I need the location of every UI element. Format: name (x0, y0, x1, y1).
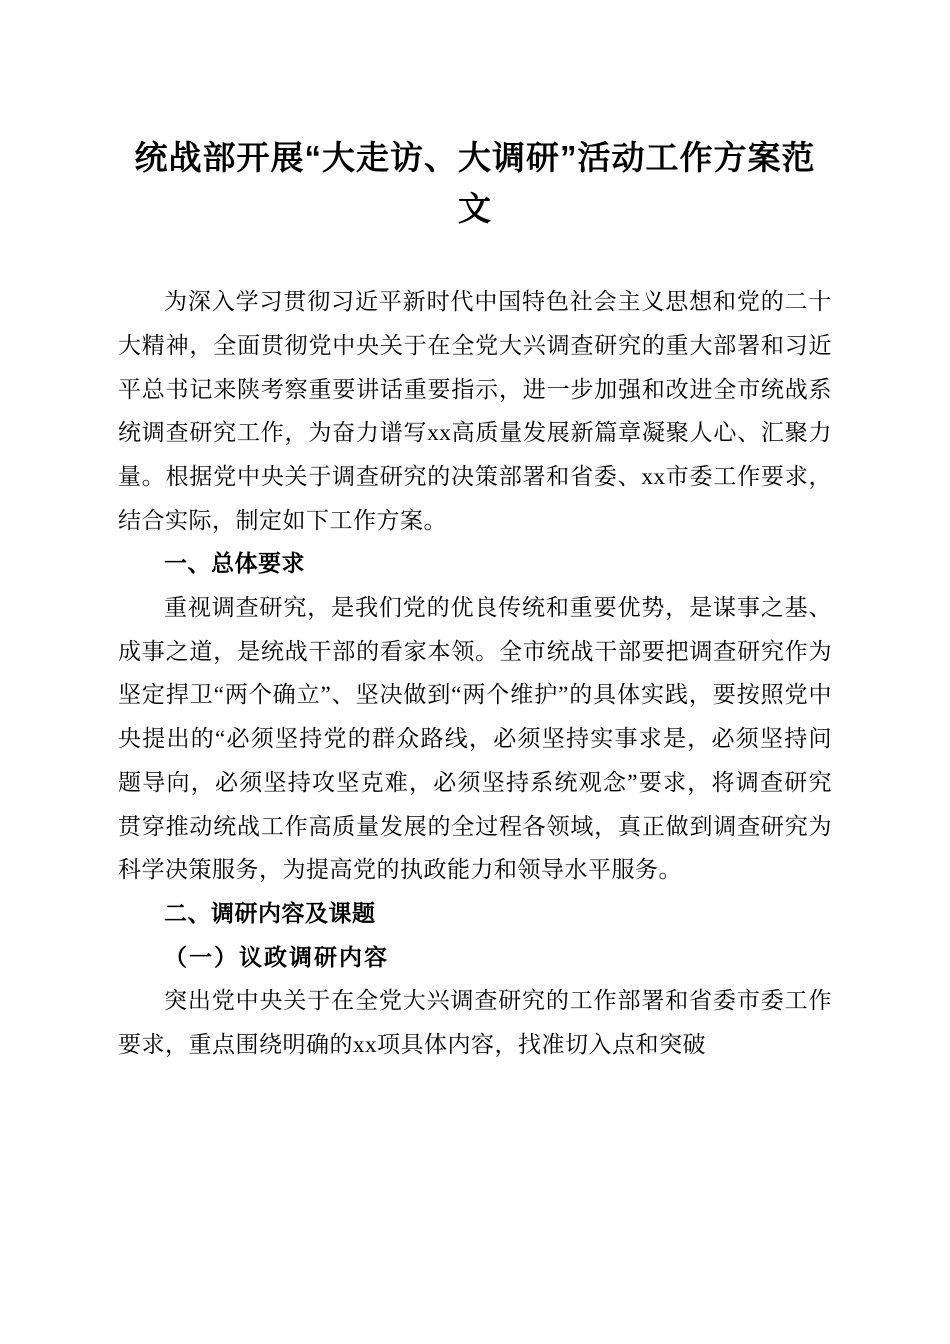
subsection-2-1-paragraph: 突出党中央关于在全党大兴调查研究的工作部署和省委市委工作要求，重点围绕明确的xx项具体内容，找准切入点和突破 (118, 988, 832, 1057)
document-body (118, 280, 832, 1066)
section-heading-2: 二、调研内容及课题 (164, 899, 376, 926)
document-title: 统战部开展“大走访、大调研”活动工作方案范文 (134, 139, 816, 228)
subsection-heading-2-1: （一）议政调研内容 (164, 944, 389, 970)
intro-paragraph: 为深入学习贯彻习近平新时代中国特色社会主义思想和党的二十大精神，全面贯彻党中央关于在全党大兴调查研究的重大部署和习近平总书记来陕考察重要讲话重要指示，进一步加强和改进全市统战系统调查研究工作，为奋力谱写xx高质量发展新篇章凝聚人心、汇聚力量。根据党中央关于调查研究的决策部署和省委、xx市委工作要求，结合实际，制定如下工作方案。 (118, 289, 832, 533)
section-heading-1: 一、总体要求 (164, 550, 305, 577)
section-1-paragraph: 重视调查研究，是我们党的优良传统和重要优势，是谋事之基、成事之道，是统战干部的看家本领。全市统战干部要把调查研究作为坚定捍卫“两个确立”、坚决做到“两个维护”的具体实践，要按照党中央提出的“必须坚持党的群众路线，必须坚持实事求是，必须坚持问题导向，必须坚持攻坚克难，必须坚持系统观念”要求，将调查研究贯穿推动统战工作高质量发展的全过程各领域，真正做到调查研究为科学决策服务，为提高党的执政能力和领导水平服务。 (118, 595, 832, 883)
